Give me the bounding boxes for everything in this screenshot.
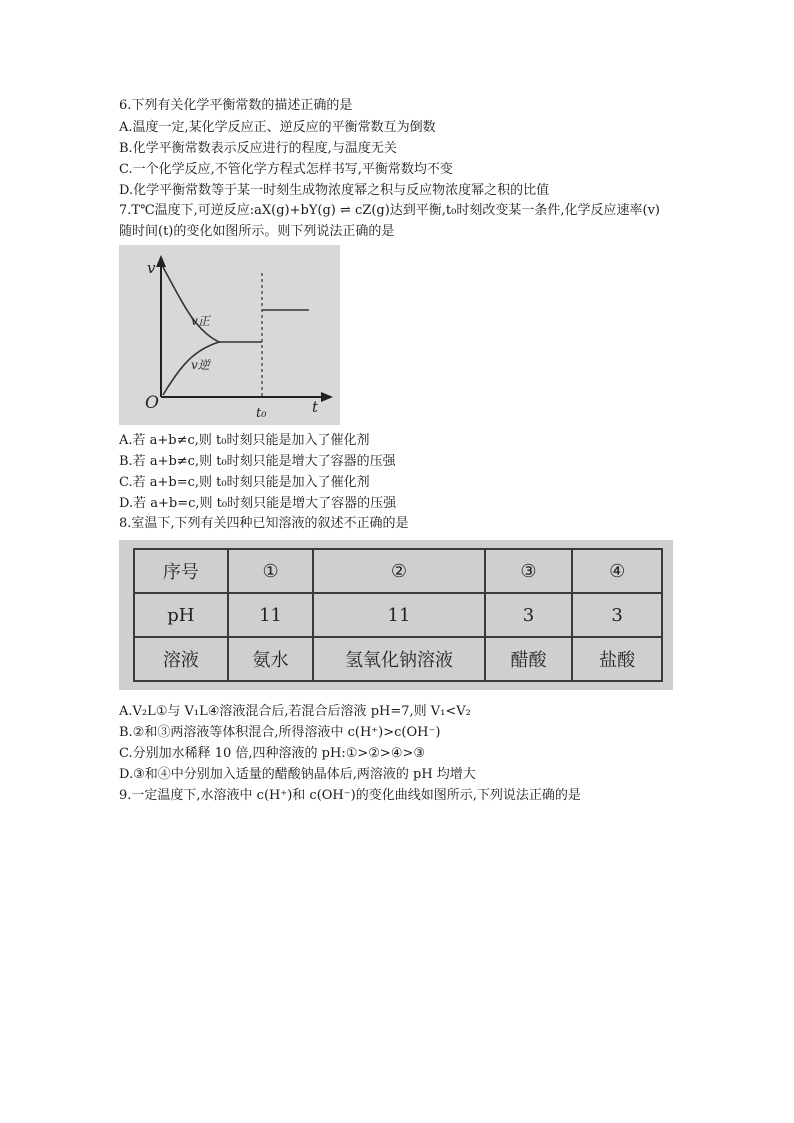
q6-stem: 6.下列有关化学平衡常数的描述正确的是 <box>119 98 353 113</box>
x-axis-label: t <box>312 398 319 416</box>
q7-option-a: A.若 a+b≠c,则 t₀时刻只能是加入了催化剂 <box>119 433 370 448</box>
q7-option-c: C.若 a+b=c,则 t₀时刻只能是加入了催化剂 <box>119 475 370 490</box>
q9-stem: 9.一定温度下,水溶液中 c(H⁺)和 c(OH⁻)的变化曲线如图所示,下列说法正确的是 <box>119 788 581 803</box>
table-row <box>134 637 662 681</box>
table-cell: 盐酸 <box>572 637 662 681</box>
table-cell: 11 <box>228 593 314 637</box>
table-cell: ① <box>228 549 314 593</box>
table-cell: ② <box>313 549 484 593</box>
x-axis-arrow <box>321 392 333 402</box>
q8-stem: 8.室温下,下列有关四种已知溶液的叙述不正确的是 <box>119 516 409 531</box>
table-row <box>134 549 662 593</box>
v-forward-label: v正 <box>191 314 210 328</box>
origin-label: O <box>145 393 159 413</box>
table-cell: ③ <box>485 549 573 593</box>
table-cell: 11 <box>313 593 484 637</box>
table-cell: pH <box>134 593 228 637</box>
v-forward-curve <box>163 267 219 342</box>
q6-option-d: D.化学平衡常数等于某一时刻生成物浓度幂之积与反应物浓度幂之积的比值 <box>119 183 550 198</box>
y-axis-label: v <box>147 259 156 277</box>
q6-option-c: C.一个化学反应,不管化学方程式怎样书写,平衡常数均不变 <box>119 162 453 177</box>
q7-stem-line2: 随时间(t)的变化如图所示。则下列说法正确的是 <box>119 224 395 239</box>
q8-option-d: D.③和④中分别加入适量的醋酸钠晶体后,两溶液的 pH 均增大 <box>119 767 476 782</box>
table-cell: ④ <box>572 549 662 593</box>
table-cell: 醋酸 <box>485 637 573 681</box>
table-cell: 氨水 <box>228 637 314 681</box>
t0-label: t₀ <box>256 406 267 421</box>
table-row <box>134 593 662 637</box>
q8-option-b: B.②和③两溶液等体积混合,所得溶液中 c(H⁺)>c(OH⁻) <box>119 725 441 740</box>
table-cell: 3 <box>485 593 573 637</box>
q7-option-b: B.若 a+b≠c,则 t₀时刻只能是增大了容器的压强 <box>119 454 396 469</box>
v-reverse-label: v逆 <box>191 358 210 372</box>
solution-table-image <box>119 540 673 690</box>
table-cell: 序号 <box>134 549 228 593</box>
table-cell: 氢氧化钠溶液 <box>313 637 484 681</box>
q6-option-b: B.化学平衡常数表示反应进行的程度,与温度无关 <box>119 141 397 156</box>
q6-option-a: A.温度一定,某化学反应正、逆反应的平衡常数互为倒数 <box>119 120 436 135</box>
rate-time-graph <box>119 245 340 425</box>
q8-option-a: A.V₂L①与 V₁L④溶液混合后,若混合后溶液 pH=7,则 V₁<V₂ <box>119 704 471 719</box>
q7-option-d: D.若 a+b=c,则 t₀时刻只能是增大了容器的压强 <box>119 496 397 511</box>
table-cell: 3 <box>572 593 662 637</box>
q8-option-c: C.分别加水稀释 10 倍,四种溶液的 pH:①>②>④>③ <box>119 746 426 761</box>
table-cell: 溶液 <box>134 637 228 681</box>
y-axis-arrow <box>156 255 166 267</box>
solution-table <box>133 548 663 682</box>
q7-stem-line1: 7.T℃温度下,可逆反应:aX(g)+bY(g) ⇌ cZ(g)达到平衡,t₀时刻改变某一条件,化学反应速率(v) <box>119 203 660 218</box>
rate-time-graph-svg <box>119 245 340 425</box>
